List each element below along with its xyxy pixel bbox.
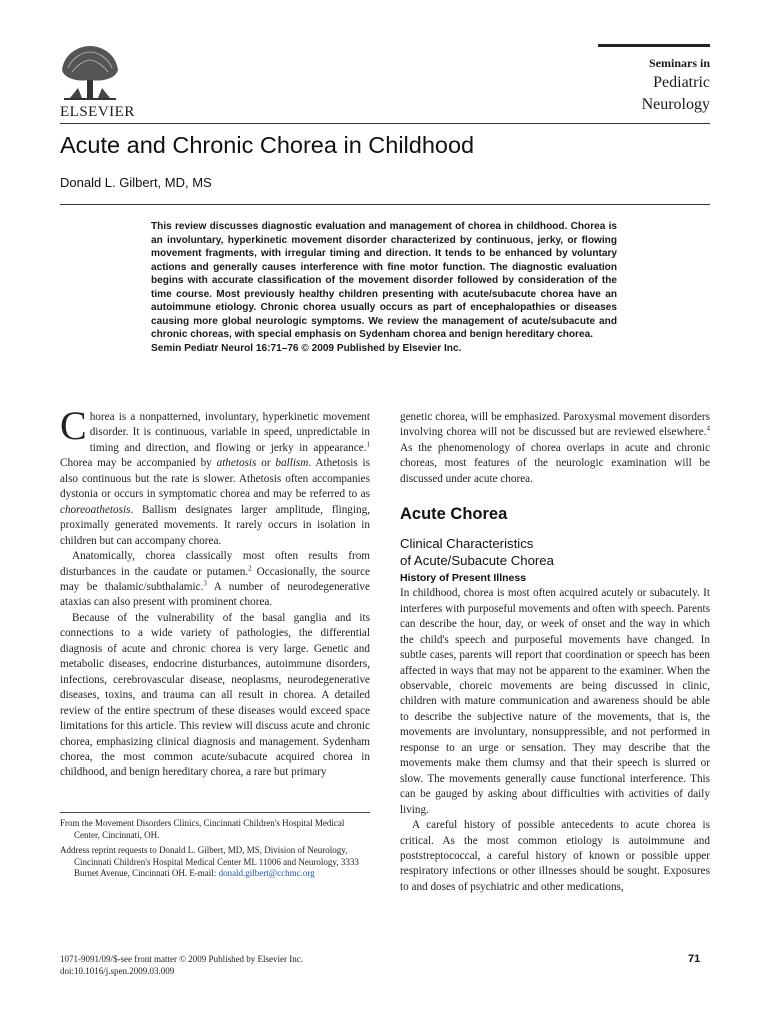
article-author: Donald L. Gilbert, MD, MS	[60, 175, 212, 190]
abstract-citation: Semin Pediatr Neurol 16:71–76 © 2009 Published by Elsevier Inc.	[151, 342, 462, 354]
page-number: 71	[688, 953, 701, 965]
body-column-left	[60, 403, 371, 781]
publisher-name: ELSEVIER	[60, 104, 135, 120]
footer-info	[60, 953, 303, 977]
article-title: Acute and Chronic Chorea in Childhood	[60, 132, 475, 158]
reference-marker: 3	[203, 579, 207, 588]
body-column-right	[400, 410, 710, 895]
journal-series: Seminars in	[648, 56, 710, 70]
drop-cap: C	[60, 403, 87, 448]
section-heading: Acute Chorea	[400, 505, 508, 524]
paragraph: Chorea is a nonpatterned, involuntary, hyperkinetic movement disorder. It is continuous, variable in speed, unpredictable in timing and direction, and flowing or jerky in appearance.$^1$ Chorea may be accompanied by athetosis or ballism. Athetosis is also continuous but the rate is slower. Athetosis often accompanies dystonia or occurs in symptomatic chorea and may be referred to as choreoathetosis. Ballism designates larger amplitude, flinging, proximally generated movements. It rarely occurs in isolation in children but can accompany chorea.	[60, 403, 370, 547]
paragraph: A careful history of possible antecedents to acute chorea is critical. As the most common etiology is autoimmune and poststreptococcal, a careful history of known or possible upper respiratory infections or other illnesses should be sought. Exposures to and doses of psychiatric and other medications,	[400, 819, 710, 893]
title-rule	[60, 204, 710, 205]
subsubsection-heading: History of Present Illness	[400, 572, 527, 585]
subsection-heading-line2: of Acute/Subacute Chorea	[400, 553, 554, 569]
reference-marker: 4	[706, 424, 710, 433]
footnote-reprint: Address reprint requests to Donald L. Gilbert, MD, MS, Division of Neurology, Cincinnati Children's Hospital Medical Center ML 11006 and Neurology, 3333 Burnet Avenue, Cincinnati OH. E-mail: donald.gilbert@cchmc.org	[60, 845, 359, 879]
author-email-link[interactable]: donald.gilbert@cchmc.org	[218, 868, 315, 879]
reference-marker: 1	[366, 440, 370, 449]
journal-name-line2: Neurology	[641, 96, 710, 113]
footnote-rule	[60, 812, 370, 813]
issn-line: 1071-9091/09/$-see front matter © 2009 Published by Elsevier Inc.	[60, 954, 304, 964]
subsection-heading-line1: Clinical Characteristics	[400, 536, 534, 552]
paragraph: genetic chorea, will be emphasized. Paroxysmal movement disorders involving chorea will not be discussed but are reviewed elsewhere.$^4$ As the phenomenology of chorea overlaps in acute and chronic choreas, most features of the neurologic examination will be discussed under acute chorea.	[400, 411, 710, 485]
abstract-text: This review discusses diagnostic evaluation and management of chorea in childhood. Chorea is an involuntary, hyperkinetic movement disorder characterized by continuous, jerky, or flowing movement fragments, with irregular timing and direction. It tends to be enhanced by voluntary actions and generally causes interference with fine motor function. The diagnostic evaluation begins with accurate classification of the movement disorder followed by consideration of the time course. Most previously healthy children presenting with acute/subacute chorea have an autoimmune etiology. Chronic chorea usually occurs as part of encephalopathies or diseases causing more global neurologic symptoms. We review the management of acute/subacute and chronic choreas, with special emphasis on Sydenham chorea and benign hereditary chorea.	[151, 221, 617, 340]
doi-line: doi:10.1016/j.spen.2009.03.009	[60, 966, 175, 976]
paragraph: Anatomically, chorea classically most often results from disturbances in the caudate or putamen.$^2$ Occasionally, the source may be thalamic/subthalamic.$^3$ A number of neurodegenerative ataxias can also present with prominent chorea.	[60, 550, 371, 609]
abstract	[151, 220, 617, 355]
paragraph: Because of the vulnerability of the basal ganglia and its connections to a wide variety of pathologies, the differential diagnosis of acute and chronic chorea is very large. Genetic and metabolic diseases, endocrine disturbances, autoimmune disorders, infections, cerebrovascular disease, neoplasms, neurodegenerative diseases, toxins, and trauma can all result in chorea. A detailed review of the entire spectrum of these diseases would exceed space limitations for this article. This review will discuss acute and chronic chorea, emphasizing clinical diagnosis and management. Sydenham chorea, the most common acute/subacute acquired chorea in childhood, and benign hereditary chorea, a rare but primary	[60, 611, 370, 779]
journal-masthead	[598, 44, 710, 125]
footnote-affiliation: From the Movement Disorders Clinics, Cincinnati Children's Hospital Medical Center, Cincinnati, OH.	[60, 818, 345, 840]
footnotes	[60, 818, 370, 884]
paragraph: In childhood, chorea is most often acquired acutely or subacutely. It interferes with purposeful movements and often with speech. Parents can describe the hour, day, or week of onset and the way in which the child's speech and purposeful movements have changed. In subtle cases, parents will report that coordination or speech has been affected in ways that may not be apparent to the examiner. When the observable, choreic movements are being discussed in clinic, children with mature communication and awareness should be able to describe the subjective nature of the movements, that is, the movements are involuntary, nonsuppressible, and not performed in response to an urge or sensation. They may describe that the movements make them clumsy and that their speech is slurred or slow. The movements generally cause functional interference. This can be gauged by asking about difficulties with activities of daily living.	[400, 587, 710, 816]
elsevier-tree-logo-icon	[58, 40, 122, 104]
journal-name-line1: Pediatric	[653, 74, 710, 91]
reference-marker: 2	[248, 563, 252, 572]
